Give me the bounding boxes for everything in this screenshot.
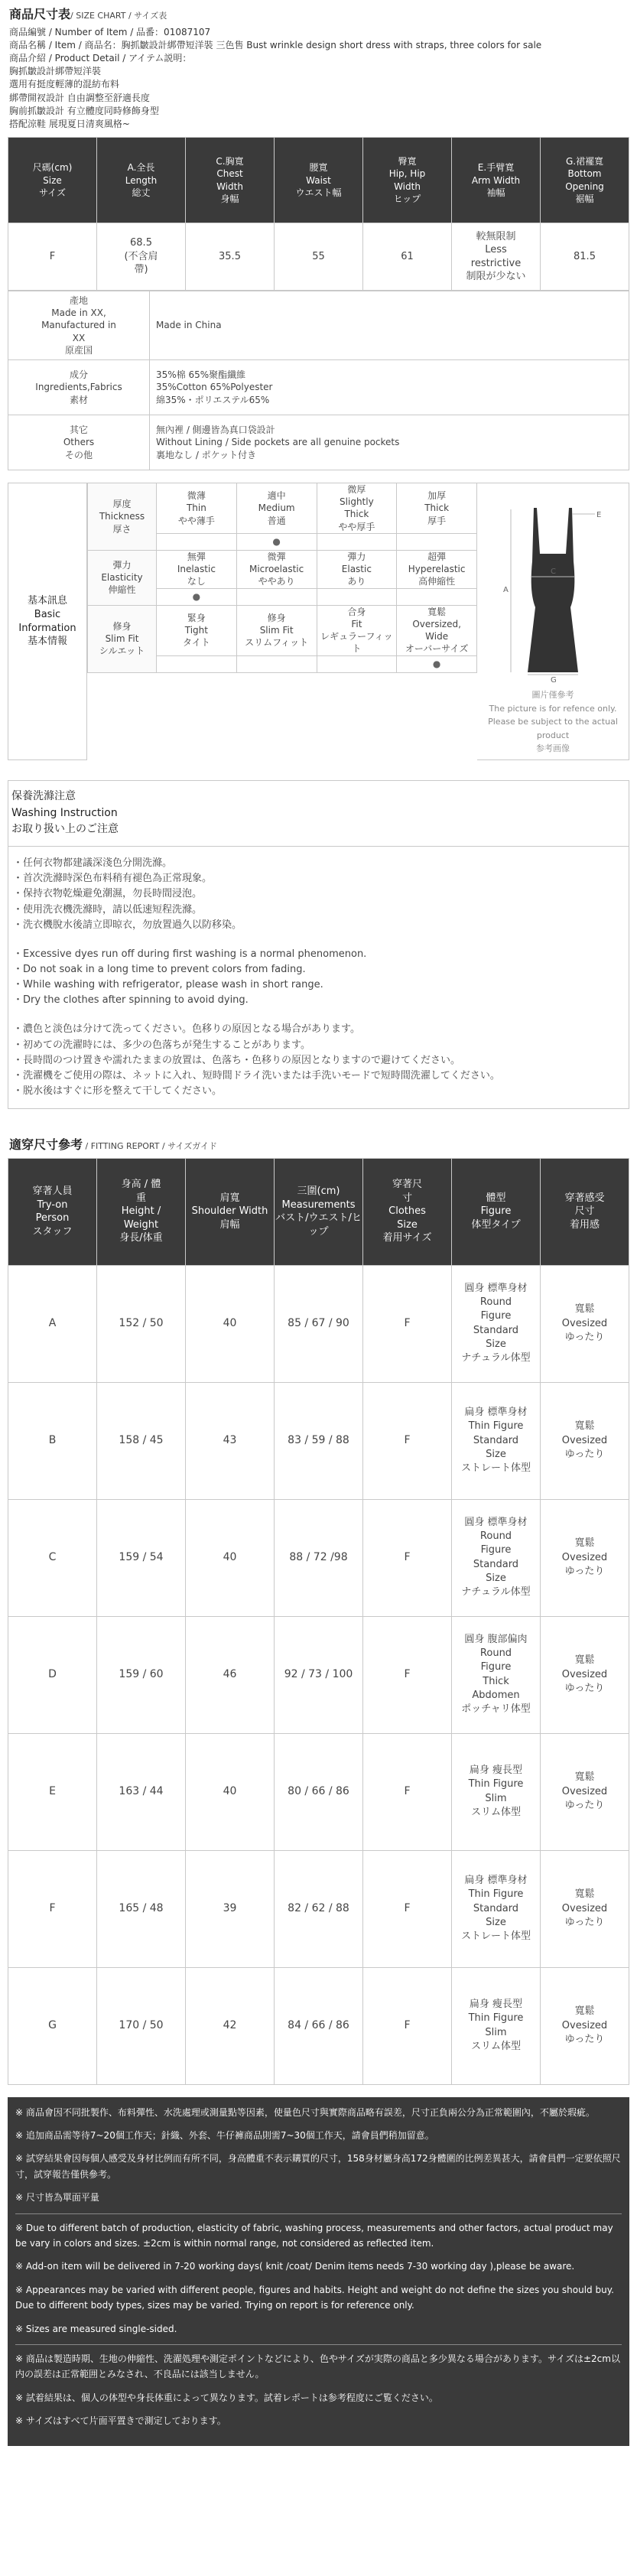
material-row [8, 360, 629, 415]
fitting-cell: 159 / 54 [97, 1499, 186, 1616]
fitting-cell: A [8, 1265, 97, 1382]
note-line: ※ Sizes are measured single-sided. [15, 2323, 177, 2334]
fitting-title-text: 適穿尺寸參考 [9, 1137, 83, 1153]
basic-info-table [87, 483, 477, 673]
empty-cell [236, 655, 317, 672]
fitting-row [8, 1850, 629, 1967]
washing-group [13, 947, 624, 1009]
washing-line: ・使用洗衣機洗滌時，請以低速短程洗滌。 [13, 903, 203, 916]
empty-cell [317, 533, 397, 550]
size-value-cell: 81.5 [541, 223, 629, 291]
empty-cell [397, 588, 477, 605]
washing-instructions [8, 846, 629, 1109]
size-table [8, 137, 629, 291]
basic-info-option: 適中 Medium 普通 [236, 483, 317, 534]
note-line: ※ Add-on item will be delivered in 7-20 working days( knit /coat/ Denim items needs 7-30 working day ),please be aware. [15, 2261, 575, 2272]
empty-cell [157, 533, 237, 550]
fitting-cell: 39 [186, 1850, 275, 1967]
selected-dot-icon: ● [236, 533, 317, 550]
washing-line: ・初めての洗濯時には、多少の色落ちが発生することがあります。 [13, 1039, 310, 1051]
info-line: 綁帶開衩設計 自由調整至舒適長度 [9, 92, 150, 103]
size-value-cell: 61 [363, 223, 452, 291]
size-value-cell: 55 [275, 223, 363, 291]
note-line: ※ サイズはすべて片面平置きで測定しております。 [15, 2415, 226, 2427]
size-header-cell: A.全長 Length 総丈 [97, 138, 186, 223]
fitting-cell: F [363, 1265, 452, 1382]
fitting-header-cell: 肩寬 Shoulder Width 肩幅 [186, 1158, 275, 1265]
size-chart-title-text: 商品尺寸表 [9, 7, 71, 21]
fitting-cell: 152 / 50 [97, 1265, 186, 1382]
fitting-header-cell: 穿著尺 寸 Clothes Size 着用サイズ [363, 1158, 452, 1265]
basic-info [8, 483, 629, 760]
basic-info-category: 修身 Slim Fit シルエット [88, 605, 157, 672]
fitting-header-cell: 身高 / 體 重 Height / Weight 身長/体重 [97, 1158, 186, 1265]
size-header-cell: E.手臂寬 Arm Width 袖幅 [452, 138, 541, 223]
mark-a: A [503, 586, 509, 595]
fitting-table-body [8, 1265, 629, 2084]
notes-panel [8, 2097, 629, 2446]
fitting-cell: 83 / 59 / 88 [275, 1382, 363, 1499]
basic-info-option: 緊身 Tight タイト [157, 605, 237, 655]
others-row [8, 415, 629, 470]
info-line: 商品名稱 / Item / 商品名：胸抓皺設計綁帶短洋裝 三色售 Bust wrinkle design short dress with straps, three colors for sale [9, 39, 542, 50]
fitting-header-cell: 穿著感受 尺寸 着用感 [541, 1158, 629, 1265]
basic-info-option: 微厚 Slightly Thick やや厚手 [317, 483, 397, 534]
empty-cell [236, 588, 317, 605]
mark-e: E [596, 511, 602, 520]
mark-g: G [551, 676, 557, 685]
washing-line: ・Dry the clothes after spinning to avoid dying. [13, 994, 249, 1007]
washing-line: ・長時間のつけ置きや濡れたままの放置は、色落ち・色移りの原因となりますので避けてください。 [13, 1054, 461, 1066]
size-header-cell: 腰寬 Waist ウエスト幅 [275, 138, 363, 223]
washing-title [8, 780, 629, 846]
basic-info-option: 彈力 Elastic あり [317, 550, 397, 588]
fitting-cell: 40 [186, 1265, 275, 1382]
washing-line: ・濃色と淡色は分けて洗ってください。色移りの原因となる場合があります。 [13, 1023, 360, 1036]
product-meta-table [8, 291, 629, 470]
basic-info-row [88, 550, 477, 588]
fitting-cell: F [363, 1616, 452, 1733]
info-line: 選用有挺度輕薄的混紡布料 [9, 79, 120, 90]
fitting-cell: 42 [186, 1967, 275, 2084]
basic-info-option: 無彈 Inelastic なし [157, 550, 237, 588]
fitting-cell: F [8, 1850, 97, 1967]
fitting-cell: 80 / 66 / 86 [275, 1733, 363, 1850]
note-line: ※ 試穿結果會因每個人感受及身材比例而有所不同，身高體重不表示購買的尺寸，158身材屬身高172身體圍的比例差異甚大，請會員們一定要依照尺寸，試穿報告僅供參考。 [15, 2153, 621, 2180]
selected-dot-icon: ● [157, 588, 237, 605]
basic-info-category: 彈力 Elasticity 伸縮性 [88, 550, 157, 605]
info-line: 商品編號 / Number of Item / 品番：01087107 [9, 26, 211, 37]
fitting-cell: 扁身 瘦長型 Thin Figure Slim スリム体型 [452, 1733, 541, 1850]
size-table-header [8, 138, 629, 223]
material-label: 成分 Ingredients,Fabrics 素材 [8, 360, 150, 415]
fitting-cell: 92 / 73 / 100 [275, 1616, 363, 1733]
note-line: ※ 尺寸皆為單面平量 [15, 2192, 99, 2204]
origin-value: Made in China [150, 291, 629, 360]
fitting-cell: 163 / 44 [97, 1733, 186, 1850]
dress-diagram [477, 483, 629, 760]
fitting-cell: D [8, 1616, 97, 1733]
basic-info-option: 加厚 Thick 厚手 [397, 483, 477, 534]
others-label: 其它 Others その他 [8, 415, 150, 470]
empty-cell [157, 655, 237, 672]
basic-info-category: 厚度 Thickness 厚さ [88, 483, 157, 551]
fitting-title [8, 1130, 629, 1153]
fitting-header-cell: 穿著人員 Try-on Person スタッフ [8, 1158, 97, 1265]
washing-group [13, 1022, 624, 1099]
basic-info-grid [87, 483, 477, 760]
fitting-cell: 82 / 62 / 88 [275, 1850, 363, 1967]
size-value-cell: 較無限制 Less restrictive 制限が少ない [452, 223, 541, 291]
origin-label: 產地 Made in XX, Manufactured in XX 原産国 [8, 291, 150, 360]
product-info [8, 23, 629, 138]
washing-line: ・Do not soak in a long time to prevent colors from fading. [13, 963, 306, 975]
fitting-cell: 圓身 腹部偏肉 Round Figure Thick Abdomen ポッチャリ体型 [452, 1616, 541, 1733]
info-line: 胸抓皺設計綁帶短洋裝 [9, 66, 102, 77]
washing-line: ・首次洗滌時深色布料稍有褪色為正常現象。 [13, 873, 213, 885]
fitting-cell: 寬鬆 Ovesized ゆったり [541, 1967, 629, 2084]
origin-row [8, 291, 629, 360]
washing-line: ・洗衣機脫水後請立即晾衣，勿放置過久以防移染。 [13, 919, 242, 931]
basic-info-option: 合身 Fit レギュラーフィット [317, 605, 397, 655]
washing-group [13, 856, 624, 933]
fitting-cell: F [363, 1733, 452, 1850]
fitting-row [8, 1616, 629, 1733]
dress-diagram-icon [480, 500, 626, 684]
size-chart-title [8, 0, 629, 23]
size-header-cell: G.裙襬寬 Bottom Opening 裾幅 [541, 138, 629, 223]
note-line: ※ 商品會因不同批製作、布料彈性、水洗處理或測量點等因素，使量色尺寸與實際商品略有誤差，尺寸正負兩公分為正常範圍內，不屬於瑕疵。 [15, 2106, 595, 2118]
washing-line: ・脱水後はすぐに形を整えて干してください。 [13, 1085, 223, 1097]
note-line: ※ 商品は製造時期、生地の伸縮性、洗濯処理や測定ポイントなどにより、色やサイズが実際の商品と多少異なる場合があります。サイズは±2cm以内の誤差は正常範囲とみなされ、不良品には該当しません。 [15, 2353, 620, 2380]
washing-title-line: お取り扱い上のご注意 [11, 823, 119, 836]
material-value: 35%棉 65%聚酯纖維 35%Cotton 65%Polyester 綿35%・ポリエステル65% [150, 360, 629, 415]
fitting-cell: 40 [186, 1733, 275, 1850]
mark-c: C [551, 568, 556, 577]
fitting-cell: F [363, 1967, 452, 2084]
empty-cell [317, 588, 397, 605]
fitting-cell: 圓身 標準身材 Round Figure Standard Size ナチュラル体型 [452, 1265, 541, 1382]
fitting-header-cell: 體型 Figure 体型タイプ [452, 1158, 541, 1265]
basic-info-option: 超彈 Hyperelastic 高伸縮性 [397, 550, 477, 588]
fitting-header-cell: 三圍(cm) Measurements バスト/ウエスト/ヒップ [275, 1158, 363, 1265]
diagram-note: 圖片僅參考 The picture is for refence only. Please be subject to the actual product 参考画像 [488, 690, 618, 754]
info-line: 搭配涼鞋 展現夏日清爽風格~ [9, 118, 130, 129]
washing-line: ・洗濯機をご使用の際は、ネットに入れ、短時間ドライ洗いまたは手洗いモードで短時間洗濯してください。 [13, 1069, 500, 1081]
fitting-cell: 寬鬆 Ovesized ゆったり [541, 1499, 629, 1616]
fitting-row [8, 1265, 629, 1382]
basic-info-option: 微彈 Microelastic ややあり [236, 550, 317, 588]
note-line: ※ 試着結果は、個人の体型や身長体重によって異なります。試着レポートは参考程度にご覧ください。 [15, 2392, 438, 2403]
empty-cell [317, 655, 397, 672]
basic-info-option: 修身 Slim Fit スリムフィット [236, 605, 317, 655]
washing-line: ・While washing with refrigerator, please wash in short range. [13, 979, 323, 991]
fitting-cell: 扁身 標準身材 Thin Figure Standard Size ストレート体型 [452, 1850, 541, 1967]
fitting-cell: 158 / 45 [97, 1382, 186, 1499]
fitting-cell: 扁身 標準身材 Thin Figure Standard Size ストレート体型 [452, 1382, 541, 1499]
fitting-row [8, 1499, 629, 1616]
washing-line: ・Excessive dyes run off during first washing is a normal phenomenon. [13, 948, 367, 960]
basic-info-label: 基本訊息 Basic Information 基本情報 [8, 483, 87, 760]
fitting-cell: B [8, 1382, 97, 1499]
empty-cell [397, 533, 477, 550]
fitting-cell: 圓身 標準身材 Round Figure Standard Size ナチュラル体型 [452, 1499, 541, 1616]
basic-info-option: 微薄 Thin やや薄手 [157, 483, 237, 534]
fitting-cell: 寬鬆 Ovesized ゆったり [541, 1616, 629, 1733]
fitting-cell: 46 [186, 1616, 275, 1733]
fitting-cell: 寬鬆 Ovesized ゆったり [541, 1382, 629, 1499]
washing-line: ・任何衣物都建議深淺色分開洗滌。 [13, 857, 173, 870]
others-value: 無內裡 / 側邊皆為真口袋設計 Without Lining / Side pockets are all genuine pockets 裏地なし / ポケット付き [150, 415, 629, 470]
size-header-cell: C.胸寬 Chest Width 身幅 [186, 138, 275, 223]
fitting-cell: 扁身 瘦長型 Thin Figure Slim スリム体型 [452, 1967, 541, 2084]
info-line: 胸前抓皺設計 有立體度同時修飾身型 [9, 105, 159, 116]
fitting-cell: 159 / 60 [97, 1616, 186, 1733]
fitting-cell: 85 / 67 / 90 [275, 1265, 363, 1382]
fitting-cell: F [363, 1499, 452, 1616]
fitting-cell: C [8, 1499, 97, 1616]
fitting-cell: 43 [186, 1382, 275, 1499]
fitting-cell: 165 / 48 [97, 1850, 186, 1967]
fitting-cell: F [363, 1382, 452, 1499]
fitting-cell: 寬鬆 Ovesized ゆったり [541, 1850, 629, 1967]
fitting-row [8, 1733, 629, 1850]
basic-info-row [88, 483, 477, 534]
notes-divider [15, 2213, 622, 2214]
basic-info-row [88, 605, 477, 655]
fitting-cell: 寬鬆 Ovesized ゆったり [541, 1265, 629, 1382]
note-line: ※ Due to different batch of production, elasticity of fabric, washing process, measurements and other factors, actual product may be vary in colors and sizes. ±2cm is within normal range, not considered as reflected item. [15, 2222, 613, 2249]
fitting-cell: 84 / 66 / 86 [275, 1967, 363, 2084]
fitting-cell: 40 [186, 1499, 275, 1616]
washing-title-line: Washing Instruction [11, 806, 118, 819]
washing-title-line: 保養洗滌注意 [11, 790, 76, 803]
basic-info-option: 寬鬆 Oversized, Wide オーバーサイズ [397, 605, 477, 655]
fitting-subtitle: / FITTING REPORT / サイズガイド [83, 1141, 217, 1152]
fitting-row [8, 1967, 629, 2084]
fitting-table-header [8, 1158, 629, 1265]
fitting-cell: G [8, 1967, 97, 2084]
size-value-cell: 68.5 (不含肩 帶) [97, 223, 186, 291]
fitting-cell: 170 / 50 [97, 1967, 186, 2084]
fitting-cell: 88 / 72 /98 [275, 1499, 363, 1616]
fitting-cell: E [8, 1733, 97, 1850]
info-line: 商品介紹 / Product Detail / アイテム説明： [9, 52, 192, 63]
washing-line: ・保持衣物乾燥避免潮濕，勿長時間浸泡。 [13, 888, 203, 900]
notes-divider [15, 2344, 622, 2345]
note-line: ※ Appearances may be varied with different people, figures and habits. Height and weight do not define the sizes you should buy. Due to different body types, sizes may be varied. Trying on report is for reference only. [15, 2284, 614, 2311]
size-header-cell: 尺碼(cm) Size サイズ [8, 138, 97, 223]
size-chart-subtitle: / SIZE CHART / サイズ表 [70, 11, 167, 21]
fitting-cell: 寬鬆 Ovesized ゆったり [541, 1733, 629, 1850]
size-value-cell: 35.5 [186, 223, 275, 291]
fitting-row [8, 1382, 629, 1499]
size-header-cell: 臀寬 Hip, Hip Width ヒップ [363, 138, 452, 223]
note-line: ※ 追加商品需等待7~20個工作天；針織、外套、牛仔褲商品則需7~30個工作天，請會員們稍加留意。 [15, 2130, 434, 2142]
selected-dot-icon: ● [397, 655, 477, 672]
size-table-row [8, 223, 629, 291]
size-value-cell: F [8, 223, 97, 291]
fitting-table [8, 1158, 629, 2085]
fitting-cell: F [363, 1850, 452, 1967]
